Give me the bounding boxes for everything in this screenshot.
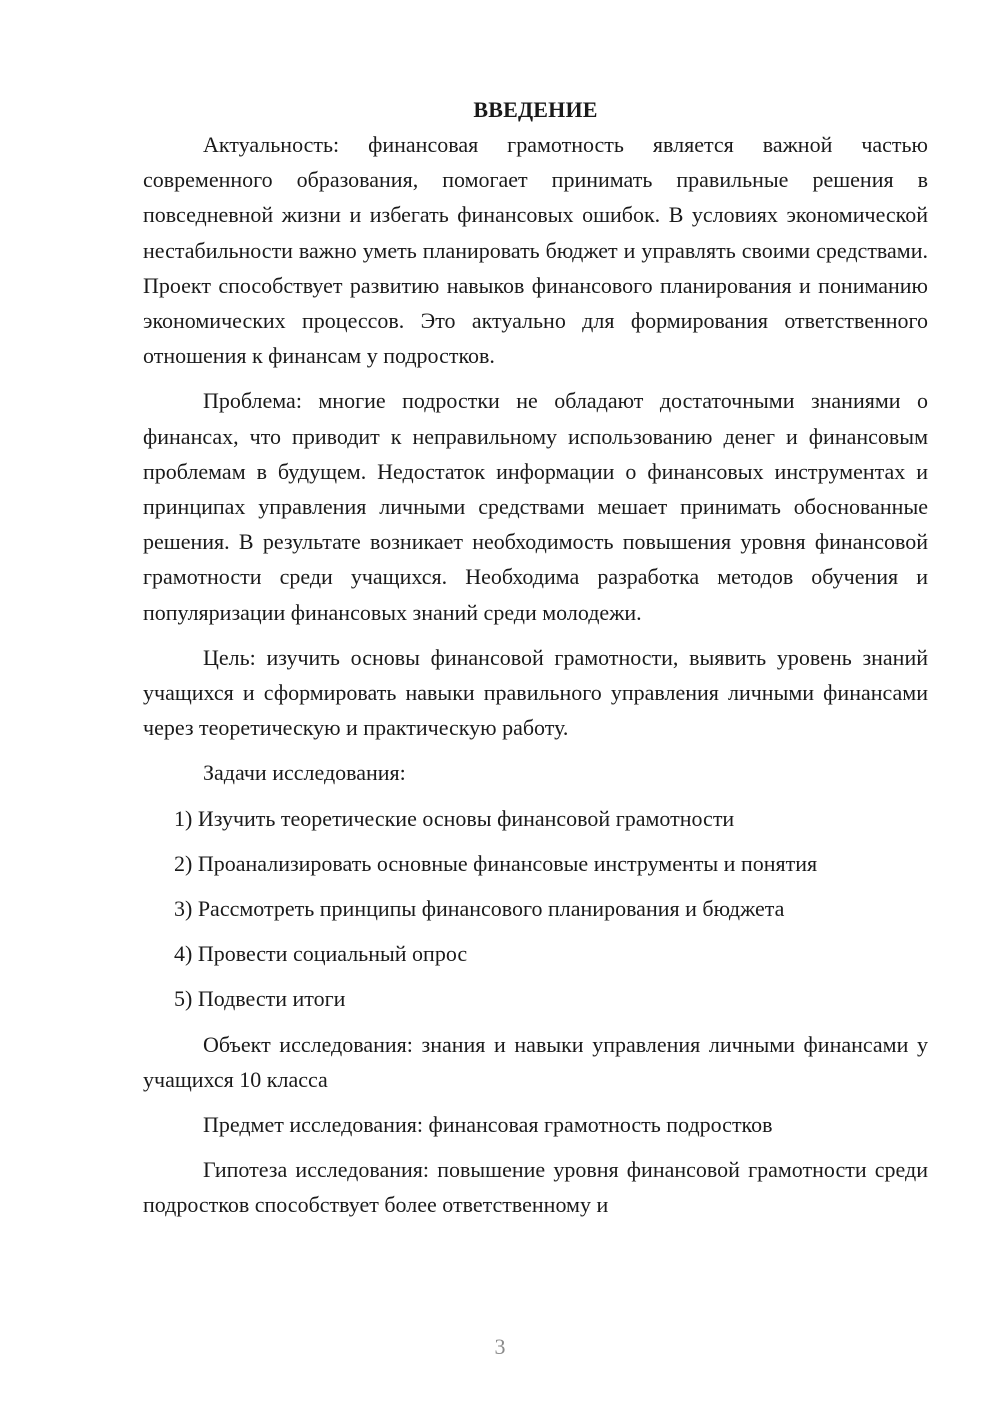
tasks-list <box>143 801 928 1017</box>
section-heading: ВВЕДЕНИЕ <box>473 97 598 122</box>
list-item: 2) Проанализировать основные финансовые инструменты и понятия <box>174 850 818 876</box>
goal-paragraph: Цель: изучить основы финансовой грамотности, выявить уровень знаний учащихся и сформировать навыки правильного управления личными финансами через теоретическую и практическую работу. <box>143 644 928 741</box>
list-item: 4) Провести социальный опрос <box>174 941 468 967</box>
page-number: 3 <box>494 1334 506 1359</box>
list-item: 1) Изучить теоретические основы финансовой грамотности <box>174 805 735 831</box>
list-item: 3) Рассмотреть принципы финансового планирования и бюджета <box>174 896 785 922</box>
subject-paragraph: Предмет исследования: финансовая грамотность подростков <box>203 1112 773 1138</box>
object-paragraph: Объект исследования: знания и навыки управления личными финансами у учащихся 10 класса <box>143 1031 928 1092</box>
problem-paragraph: Проблема: многие подростки не обладают достаточными знаниями о финансах, что приводит к неправильному использованию денег и финансовым проблемам в будущем. Недостаток информации о финансовых инструментах и принципах управления личными средствами мешает принимать обоснованные решения. В результате возникает необходимость повышения уровня финансовой грамотности среди учащихся. Необходима разработка методов обучения и популяризации финансовых знаний среди молодежи. <box>143 388 928 625</box>
tasks-title: Задачи исследования: <box>203 760 406 786</box>
hypothesis-paragraph: Гипотеза исследования: повышение уровня финансовой грамотности среди подростков способствует более ответственному и <box>143 1157 928 1218</box>
document-page <box>143 92 928 1233</box>
list-item: 5) Подвести итоги <box>174 986 346 1012</box>
relevance-paragraph: Актуальность: финансовая грамотность является важной частью современного образования, помогает принимать правильные решения в повседневной жизни и избегать финансовых ошибок. В условиях экономической нестабильности важно уметь планировать бюджет и управлять своими средствами. Проект способствует развитию навыков финансового планирования и пониманию экономических процессов. Это актуально для формирования ответственного отношения к финансам у подростков. <box>143 132 928 369</box>
